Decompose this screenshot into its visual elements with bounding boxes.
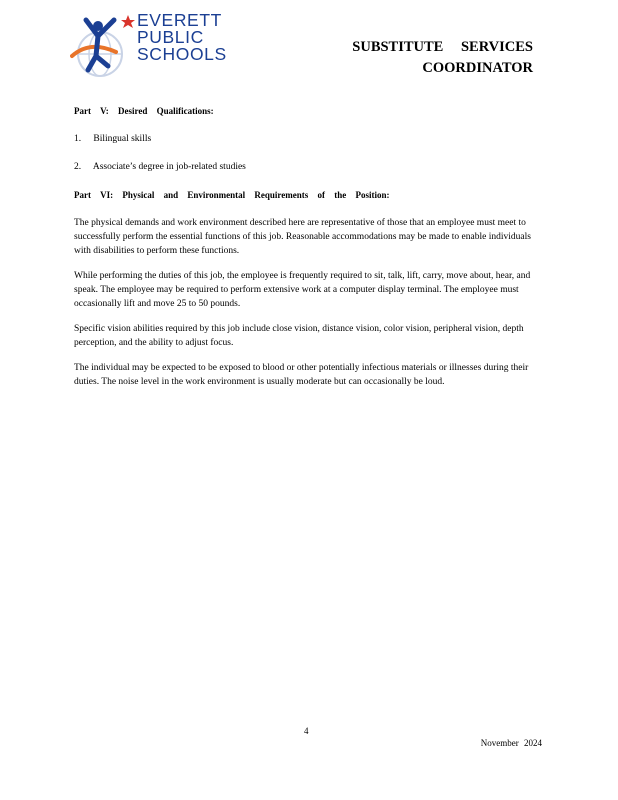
list-item-text: Associate’s degree in job-related studies <box>92 162 246 172</box>
list-item-number: 2. <box>74 162 82 172</box>
paragraph: The individual may be expected to be exposed to blood or other potentially infectious materials or illnesses during their duties. The noise level in the work environment is usually moderate but can occasionally be loud. <box>74 363 529 387</box>
logo-line-3: SCHOOLS <box>137 44 227 64</box>
everett-public-schools-logo <box>70 12 240 80</box>
paragraph: While performing the duties of this job, the employee is frequently required to sit, talk, lift, carry, move about, hear, and speak. The employee may be required to perform extensive work at a computer display terminal. The employee must occasionally lift and move 25 to 50 pounds. <box>74 271 531 309</box>
document-title <box>352 37 533 79</box>
paragraph: Specific vision abilities required by this job include close vision, distance vision, color vision, peripheral vision, depth perception, and the ability to adjust focus. <box>74 324 524 348</box>
logo-line-1: EVERETT <box>137 10 222 30</box>
logo-line-2: PUBLIC <box>137 27 204 47</box>
list-item-text: Bilingual skills <box>93 134 152 144</box>
list-item <box>74 132 540 146</box>
title-line-2: COORDINATOR <box>422 60 533 76</box>
logo-wordmark <box>137 12 227 63</box>
part6-heading: Part VI: Physical and Environmental Requirements of the Position: <box>74 190 390 200</box>
footer-date: November 2024 <box>480 738 542 748</box>
part5-heading: Part V: Desired Qualifications: <box>74 106 214 116</box>
page-number: 4 <box>304 726 309 736</box>
globe-figure-icon <box>70 12 136 80</box>
list-item <box>74 160 540 174</box>
list-item-number: 1. <box>74 134 82 144</box>
paragraph: The physical demands and work environment described here are representative of those that an employee must meet to successfully perform the essential functions of this job. Reasonable accommodations may be made to enable individuals with disabilities to perform these functions. <box>74 218 531 256</box>
document-body <box>74 104 540 400</box>
title-line-1: SUBSTITUTE SERVICES <box>352 39 533 55</box>
